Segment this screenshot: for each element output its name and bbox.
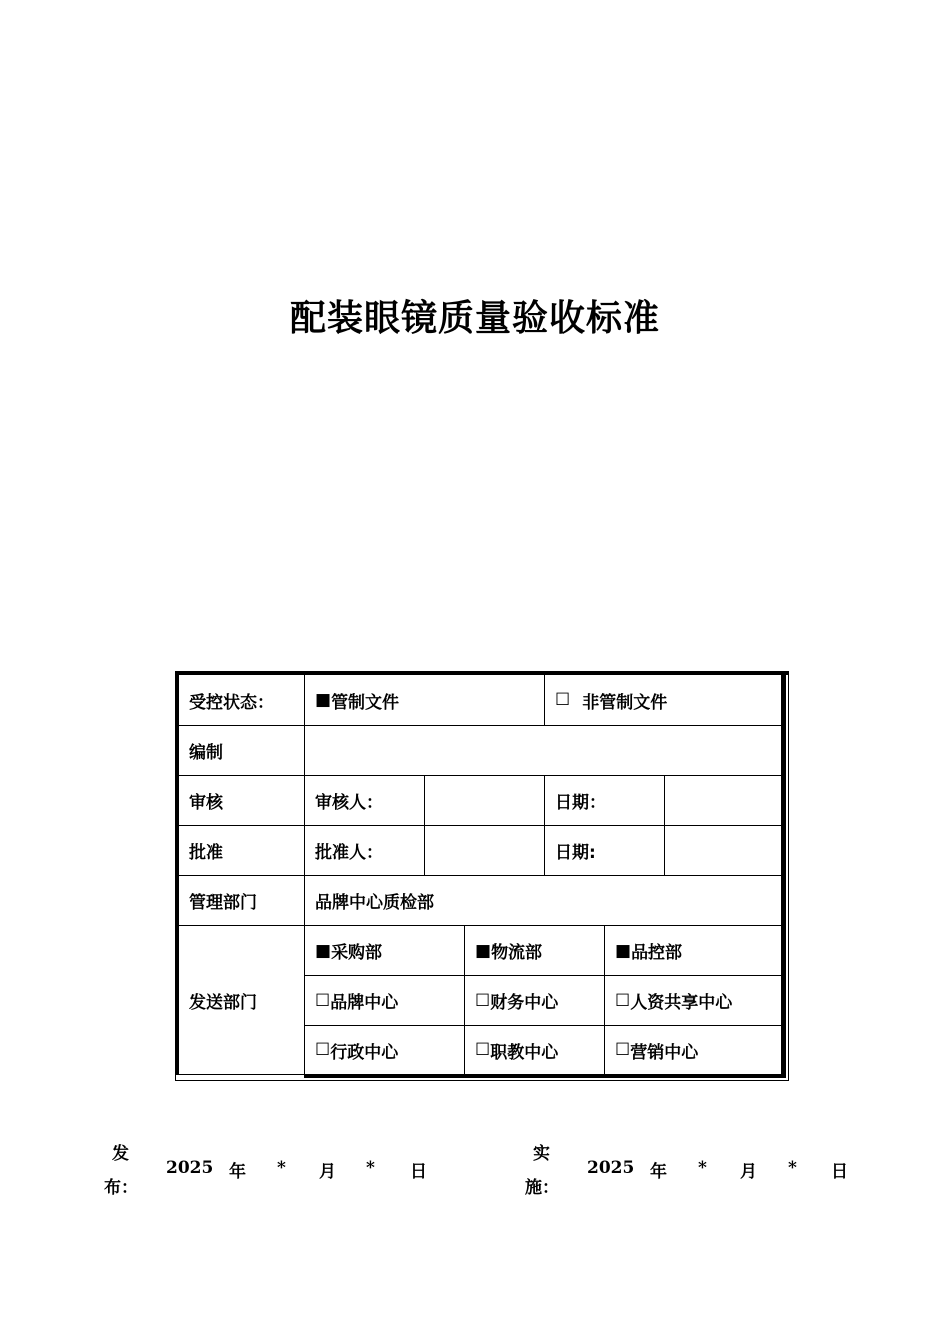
document-control-table	[175, 671, 789, 1081]
send-dept-name: 职教中心	[490, 1042, 559, 1063]
send-dept-cell	[465, 976, 605, 1026]
approver-value-cell	[425, 826, 545, 876]
approver-label-cell	[305, 826, 425, 876]
publish-month-unit: 月	[319, 1162, 336, 1182]
send-label-cell	[179, 926, 305, 1075]
publish-label-2: 布：	[104, 1178, 138, 1198]
send-dept-name: 人资共享中心	[630, 993, 733, 1013]
send-dept-name: 物流部	[491, 943, 543, 963]
dept-label: 管理部门	[189, 893, 257, 913]
checkbox-checked-icon: ■	[615, 940, 632, 961]
send-dept-cell	[605, 926, 782, 976]
effective-label-2: 施：	[525, 1178, 559, 1198]
send-dept-cell	[305, 976, 465, 1026]
effective-year: 2025	[587, 1158, 635, 1178]
send-dept-name: 财务中心	[490, 993, 559, 1013]
send-label: 发送部门	[189, 992, 257, 1013]
prepare-value-cell	[305, 726, 782, 776]
publish-year-unit: 年	[229, 1162, 246, 1182]
review-label: 审核	[189, 793, 223, 813]
publish-day: *	[366, 1158, 375, 1178]
dept-label-cell	[179, 876, 305, 926]
uncontrolled-option	[545, 675, 782, 726]
checkbox-empty-icon: ☐	[615, 1040, 631, 1060]
send-dept-name: 营销中心	[630, 1042, 699, 1063]
review-date-value-cell	[665, 776, 782, 826]
status-label-cell	[179, 675, 305, 726]
prepare-label: 编制	[189, 743, 223, 763]
send-dept-name: 采购部	[331, 943, 383, 963]
table-right-border	[782, 675, 786, 1077]
approver-label: 批准人：	[315, 843, 383, 863]
controlled-option	[305, 675, 545, 726]
checkbox-empty-icon: ☐	[615, 990, 631, 1011]
controlled-text: 管制文件	[331, 692, 400, 713]
checkbox-empty-icon: ☐	[475, 990, 491, 1011]
review-label-cell	[179, 776, 305, 826]
review-date-label-cell	[545, 776, 665, 826]
send-dept-cell	[465, 1026, 605, 1075]
approve-date-label: 日期:	[555, 843, 596, 863]
reviewer-label-cell	[305, 776, 425, 826]
approve-label: 批准	[189, 843, 223, 863]
effective-month: *	[698, 1158, 707, 1178]
effective-year-unit: 年	[650, 1162, 667, 1182]
checkbox-checked-icon: ■	[315, 690, 332, 710]
checkbox-empty-icon: ☐	[315, 990, 331, 1011]
prepare-label-cell	[179, 726, 305, 776]
reviewer-label: 审核人：	[315, 793, 383, 813]
footer-dates	[0, 1135, 950, 1205]
publish-month: *	[277, 1158, 286, 1178]
checkbox-checked-icon: ■	[315, 940, 332, 961]
approve-date-value-cell	[665, 826, 782, 876]
effective-day-unit: 日	[831, 1162, 848, 1182]
publish-year: 2025	[166, 1158, 214, 1178]
send-dept-cell	[465, 926, 605, 976]
publish-day-unit: 日	[410, 1162, 427, 1182]
send-dept-cell	[605, 976, 782, 1026]
effective-month-unit: 月	[740, 1162, 757, 1182]
approve-label-cell	[179, 826, 305, 876]
document-title: 配装眼镜质量验收标准	[289, 297, 660, 339]
checkbox-checked-icon: ■	[475, 940, 492, 961]
status-label: 受控状态：	[189, 692, 274, 713]
send-dept-name: 品牌中心	[330, 993, 399, 1013]
effective-label-1: 实	[533, 1144, 550, 1164]
checkbox-empty-icon: ☐	[555, 690, 571, 710]
send-dept-cell	[305, 1026, 465, 1075]
send-dept-name: 行政中心	[330, 1042, 399, 1063]
publish-label-1: 发	[112, 1144, 129, 1164]
approve-date-label-cell	[545, 826, 665, 876]
reviewer-value-cell	[425, 776, 545, 826]
effective-day: *	[788, 1158, 797, 1178]
uncontrolled-text: 非管制文件	[582, 692, 668, 713]
send-dept-cell	[605, 1026, 782, 1075]
review-date-label: 日期：	[555, 793, 606, 813]
send-dept-name: 品控部	[631, 943, 683, 963]
dept-value: 品牌中心质检部	[315, 893, 434, 913]
checkbox-empty-icon: ☐	[475, 1040, 491, 1060]
checkbox-empty-icon: ☐	[315, 1040, 331, 1060]
send-dept-cell	[305, 926, 465, 976]
dept-value-cell	[305, 876, 782, 926]
